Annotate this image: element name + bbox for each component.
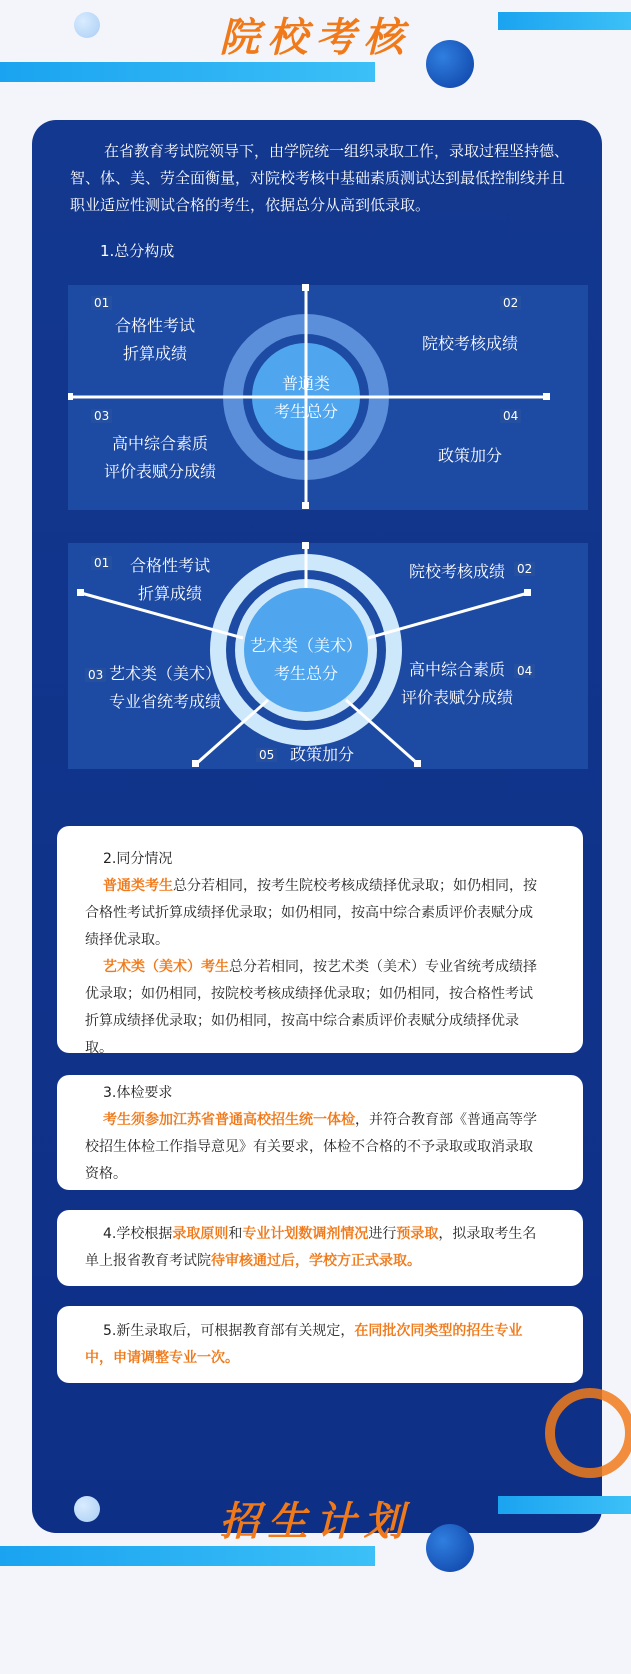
text-segment: ，拟录取考生名单上报省教育考试院 [85, 1226, 537, 1269]
center-line-2: 考生总分 [273, 402, 338, 421]
center-line-1: 普通类 [281, 374, 330, 393]
highlight-art: 艺术类（美术）考生 [103, 959, 229, 975]
item-text-03 [100, 660, 230, 716]
item-num-01: 01 [91, 556, 112, 570]
item-num-04: 04 [500, 409, 521, 423]
page-title: 院校考核 [219, 15, 412, 61]
diagram-art-center [236, 632, 376, 688]
text-segment: 和 [228, 1226, 243, 1242]
highlight-plan: 专业计划数调剂情况 [242, 1226, 369, 1242]
item-line: 艺术类（美术） [108, 664, 221, 683]
item-line: 高中综合素质 [408, 660, 505, 679]
card-pre-admission-text [85, 1221, 545, 1275]
item-num-02: 02 [500, 296, 521, 310]
item-text-01 [100, 312, 210, 368]
item-line: 折算成绩 [122, 344, 187, 363]
item-line: 高中综合素质 [111, 434, 208, 453]
text-segment: 4.学校根据 [103, 1226, 173, 1242]
highlight-pre: 预录取 [396, 1226, 439, 1242]
item-text-05: 政策加分 [289, 745, 354, 764]
item-text-02: 院校考核成绩 [408, 562, 505, 581]
item-line: 合格性考试 [129, 556, 210, 575]
item-num-03: 03 [85, 668, 106, 682]
center-line-1: 艺术类（美术） [249, 636, 362, 655]
item-line: 评价表赋分成绩 [103, 462, 216, 481]
paragraph-general [85, 873, 545, 954]
text-segment: 5.新生录取后，可根据教育部有关规定， [103, 1323, 355, 1339]
card-health-check-text [85, 1080, 545, 1188]
decor-orange-ring [545, 1388, 631, 1478]
paragraph-art [85, 954, 545, 1062]
center-line-2: 考生总分 [273, 664, 338, 683]
item-text-02: 院校考核成绩 [421, 334, 518, 353]
item-line: 折算成绩 [137, 584, 202, 603]
decor-bar-top-left [0, 62, 375, 82]
paragraph-health [85, 1107, 545, 1188]
item-text-04 [392, 656, 522, 712]
card-tie-rules-text [85, 846, 545, 1062]
item-text-03 [95, 430, 225, 486]
intro-text: 在省教育考试院领导下，由学院统一组织录取工作，录取过程坚持德、智、体、美、劳全面衡量，对院校考核中基础素质测试达到最低控制线并且职业适应性测试合格的考生，依据总分从高到低录取。 [70, 142, 570, 214]
item-num-04: 04 [514, 664, 535, 678]
item-line: 合格性考试 [114, 316, 195, 335]
item-num-05: 05 [256, 748, 277, 762]
paragraph-body: ，并符合教育部《普通高等学校招生体检工作指导意见》有关要求，体检不合格的不予录取或取消录取资格。 [85, 1112, 537, 1182]
highlight-health: 考生须参加江苏省普通高校招生统一体检 [103, 1112, 355, 1128]
item-line: 评价表赋分成绩 [400, 688, 513, 707]
item-num-01: 01 [91, 296, 112, 310]
item-num-02: 02 [514, 562, 535, 576]
paragraph-body: 总分若相同，按考生院校考核成绩择优录取；如仍相同，按合格性考试折算成绩择优录取；如仍相同，按高中综合素质评价表赋分成绩择优录取。 [85, 878, 537, 948]
section-total-label: 1.总分构成 [100, 242, 175, 260]
highlight-major: 在同批次同类型的招生专业中，申请调整专业一次。 [85, 1323, 523, 1366]
decor-bar-bottom-left [0, 1546, 375, 1566]
highlight-principle: 录取原则 [172, 1226, 229, 1242]
text-segment: 进行 [368, 1226, 397, 1242]
section-title-plan: 招生计划 [219, 1499, 412, 1545]
card-major-change-text [85, 1318, 545, 1372]
item-text-01 [115, 552, 225, 608]
item-line: 专业省统考成绩 [108, 692, 221, 711]
card-heading: 3.体检要求 [103, 1085, 173, 1101]
highlight-general: 普通类考生 [103, 878, 173, 894]
card-heading: 2.同分情况 [103, 851, 173, 867]
highlight-final: 待审核通过后，学校方正式录取。 [211, 1253, 421, 1269]
diagram-general-center [250, 370, 362, 426]
paragraph-body: 总分若相同，按艺术类（美术）专业省统考成绩择优录取；如仍相同，按院校考核成绩择优录取；如仍相同，按合格性考试折算成绩择优录取；如仍相同，按高中综合素质评价表赋分成绩择优录取。 [85, 959, 537, 1056]
item-text-04: 政策加分 [437, 446, 502, 465]
item-num-03: 03 [91, 409, 112, 423]
